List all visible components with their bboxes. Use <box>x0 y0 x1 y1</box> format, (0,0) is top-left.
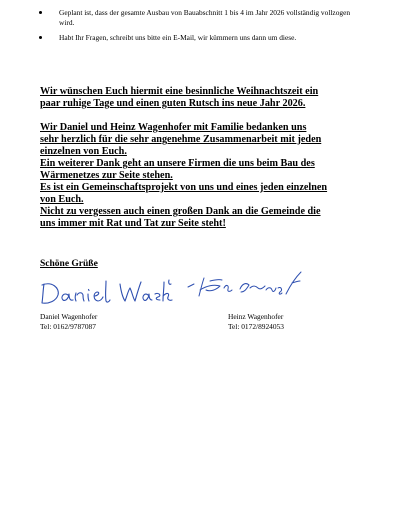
bullet-icon <box>39 36 42 39</box>
info-bullet-list <box>36 8 366 49</box>
signatory-heinz <box>228 312 284 332</box>
bullet-item <box>36 8 366 27</box>
paragraph-line: Nicht zu vergessen auch einen großen Dank an die Gemeinde die <box>40 206 321 217</box>
bullet-item <box>36 33 366 43</box>
bullet-text: Habt Ihr Fragen, schreibt uns bitte ein E-Mail, wir kümmern uns dann um diese. <box>59 33 297 42</box>
paragraph-line: Ein weiterer Dank geht an unsere Firmen die uns beim Bau des <box>40 158 315 169</box>
paragraph-line: paar ruhige Tage und einen guten Rutsch ins neue Jahr 2026. <box>40 98 306 109</box>
bullet-text: Geplant ist, dass der gesamte Ausbau von Bauabschnitt 1 bis 4 im Jahr 2026 vollständig vollzogen wird. <box>59 8 351 27</box>
paragraph-line: Wir Daniel und Heinz Wagenhofer mit Familie bedanken uns <box>40 122 307 133</box>
paragraph-line: uns immer mit Rat und Tat zur Seite steht! <box>40 218 226 229</box>
signatory-name: Daniel Wagenhofer <box>40 312 98 321</box>
paragraph-line: Wärmenetzes zur Seite stehen. <box>40 170 173 181</box>
paragraph-line: Es ist ein Gemeinschaftsprojekt von uns und eines jeden einzelnen <box>40 182 328 193</box>
christmas-wishes-paragraph <box>40 86 364 110</box>
paragraph-line: von Euch. <box>40 194 84 205</box>
signature-daniel-image <box>38 276 178 310</box>
paragraph-line: einzelnen von Euch. <box>40 146 127 157</box>
closing-greeting: Schöne Grüße <box>40 259 98 269</box>
paragraph-line: Wir wünschen Euch hiermit eine besinnliche Weihnachtszeit ein <box>40 86 319 97</box>
bullet-icon <box>39 11 42 14</box>
signatory-name: Heinz Wagenhofer <box>228 312 284 321</box>
signatory-daniel <box>40 312 97 332</box>
signatory-phone: Tel: 0162/9787087 <box>40 322 96 331</box>
thanks-paragraph <box>40 122 364 230</box>
signatory-phone: Tel: 0172/8924053 <box>228 322 284 331</box>
signature-heinz-image <box>186 270 306 300</box>
paragraph-line: sehr herzlich für die sehr angenehme Zusammenarbeit mit jeden <box>40 134 322 145</box>
